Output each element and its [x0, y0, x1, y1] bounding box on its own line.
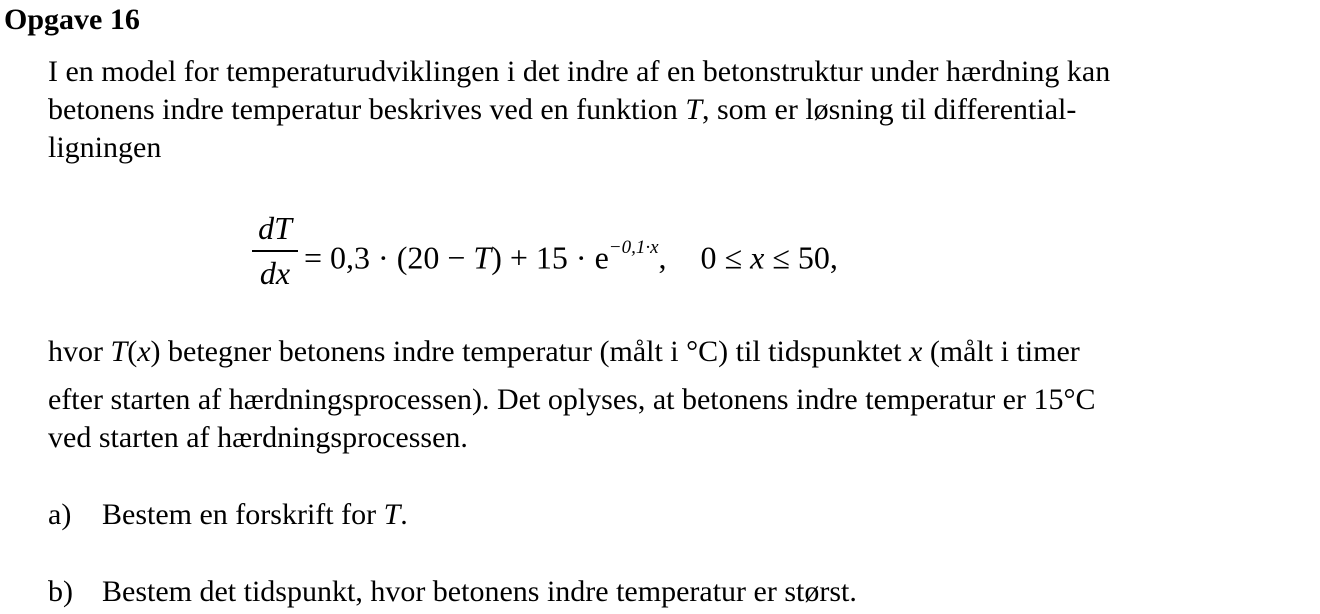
equation-right-side [304, 232, 838, 278]
explanation-line-3: ved starten af hærdningsprocessen. [48, 421, 468, 454]
expl-pre: hvor [48, 335, 111, 368]
domain-variable-x: x [750, 239, 765, 276]
expl-arg-x: x [137, 335, 151, 368]
question-a-text-pre: Bestem en forskrift for [102, 498, 384, 531]
question-a [48, 497, 408, 533]
domain-left: 0 ≤ [700, 239, 751, 276]
equation-comma: , [658, 239, 667, 276]
intro-line-3: ligningen [48, 131, 162, 164]
rhs-part-1: = 0,3 · (20 − [304, 239, 474, 276]
rhs-variable-T: T [473, 239, 492, 276]
intro-line-2-post: , som er løsning til differential- [702, 93, 1077, 126]
explanation-line-2: efter starten af hærdningsprocessen). Det oplyses, at betonens indre temperatur er 15°C [48, 383, 1096, 416]
expl-var-x: x [908, 335, 923, 368]
question-a-variable-T: T [383, 498, 401, 531]
fraction-numerator: dT [258, 210, 292, 246]
intro-line-2 [48, 91, 1076, 129]
expl-paren-close: ) [150, 335, 161, 368]
rhs-part-2: ) + 15 · e [491, 239, 609, 276]
fraction-denominator: dx [259, 255, 291, 291]
domain-right: ≤ 50, [764, 239, 838, 276]
question-a-text-post: . [400, 498, 408, 531]
fraction-bar [252, 250, 298, 252]
question-a-label: a) [48, 498, 72, 531]
exercise-title: Opgave 16 [4, 3, 140, 36]
intro-line-1: I en model for temperaturudviklingen i det indre af en betonstruktur under hærdning kan [48, 55, 1111, 88]
intro-variable-T: T [685, 93, 702, 126]
expl-paren-open: ( [127, 335, 138, 368]
expl-mid: betegner betonens indre temperatur (målt i °C) til tidspunktet [160, 335, 909, 368]
intro-line-2-pre: betonens indre temperatur beskrives ved en funktion [48, 93, 686, 126]
question-b [48, 574, 857, 610]
question-b-label: b) [48, 575, 73, 608]
explanation-line-1 [48, 333, 1080, 371]
expl-func-T: T [110, 335, 128, 368]
exponent: −0,1·x [608, 237, 659, 258]
expl-post: (målt i timer [922, 335, 1080, 368]
question-b-text: Bestem det tidspunkt, hvor betonens indre temperatur er størst. [102, 575, 857, 608]
